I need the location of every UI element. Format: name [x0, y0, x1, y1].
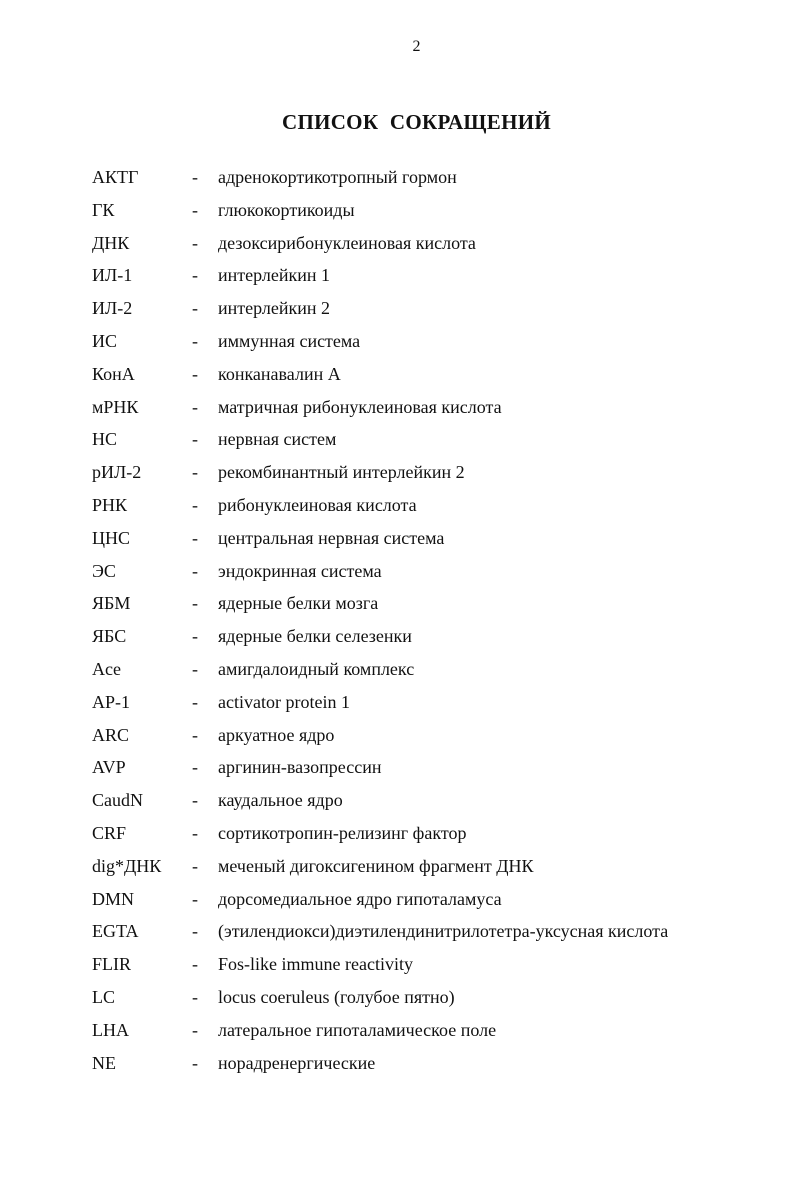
abbreviation-definition: каудальное ядро [218, 790, 343, 811]
abbreviation-separator: - [192, 593, 198, 614]
abbreviation-definition: дезоксирибонуклеиновая кислота [218, 232, 476, 253]
abbreviation-separator: - [192, 199, 198, 220]
abbreviation-definition: аргинин-вазопрессин [218, 757, 382, 778]
abbreviation-term: ДНК [92, 232, 130, 253]
abbreviation-row [92, 557, 782, 590]
abbreviation-separator: - [192, 790, 198, 811]
abbreviation-row [92, 589, 782, 622]
abbreviation-definition: меченый дигоксигенином фрагмент ДНК [218, 855, 534, 876]
abbreviation-definition: дорсомедиальное ядро гипоталамуса [218, 888, 502, 909]
abbreviation-row [92, 655, 782, 688]
abbreviation-term: LC [92, 986, 116, 1007]
abbreviation-definition: нервная систем [218, 429, 337, 450]
abbreviation-separator: - [192, 462, 198, 483]
abbreviation-term: РНК [92, 494, 128, 515]
abbreviation-row [92, 1049, 782, 1082]
abbreviation-term: AP-1 [92, 691, 131, 712]
abbreviation-definition: конканавалин А [218, 363, 341, 384]
abbreviation-separator: - [192, 921, 198, 942]
abbreviation-separator: - [192, 265, 198, 286]
abbreviation-definition: ядерные белки мозга [218, 593, 379, 614]
abbreviation-separator: - [192, 232, 198, 253]
abbreviation-definition: интерлейкин 2 [218, 298, 330, 319]
abbreviation-separator: - [192, 954, 198, 975]
abbreviation-definition: аркуатное ядро [218, 724, 335, 745]
abbreviation-separator: - [192, 560, 198, 581]
abbreviation-row [92, 950, 782, 983]
abbreviation-definition: латеральное гипоталамическое поле [218, 1019, 497, 1040]
abbreviation-separator: - [192, 855, 198, 876]
abbreviation-term: НС [92, 429, 118, 450]
abbreviation-separator: - [192, 1052, 198, 1073]
abbreviation-separator: - [192, 888, 198, 909]
abbreviation-definition: иммунная система [218, 330, 361, 351]
abbreviation-row [92, 852, 782, 885]
abbreviation-row [92, 458, 782, 491]
page-number: 2 [412, 38, 421, 55]
abbreviation-definition: центральная нервная система [218, 527, 445, 548]
abbreviation-row [92, 261, 782, 294]
abbreviation-definition: интерлейкин 1 [218, 265, 330, 286]
abbreviation-term: ИС [92, 330, 118, 351]
abbreviation-term: рИЛ-2 [92, 462, 142, 483]
abbreviation-separator: - [192, 822, 198, 843]
abbreviation-definition: Fos-like immune reactivity [218, 954, 413, 975]
abbreviation-separator: - [192, 724, 198, 745]
abbreviation-row [92, 753, 782, 786]
abbreviation-term: ARC [92, 724, 130, 745]
abbreviation-term: Ace [92, 658, 121, 679]
abbreviation-definition: (этилендиокси)диэтилендинитрилотетра-уксусная кислота [218, 921, 669, 942]
abbreviation-definition: сортикотропин-релизинг фактор [218, 822, 467, 843]
abbreviation-definition: адренокортикотропный гормон [218, 167, 457, 187]
abbreviation-term: КонА [92, 363, 135, 384]
abbreviation-definition: ядерные белки селезенки [218, 626, 412, 647]
abbreviation-separator: - [192, 429, 198, 450]
abbreviation-term: ЯБМ [92, 593, 131, 614]
abbreviation-term: dig*ДНК [92, 855, 162, 876]
abbreviation-row [92, 622, 782, 655]
abbreviation-separator: - [192, 658, 198, 679]
abbreviation-definition: рибонуклеиновая кислота [218, 494, 417, 515]
abbreviation-separator: - [192, 527, 198, 548]
abbreviation-separator: - [192, 691, 198, 712]
abbreviation-row [92, 393, 782, 426]
abbreviation-definition: матричная рибонуклеиновая кислота [218, 396, 502, 417]
abbreviation-definition: рекомбинантный интерлейкин 2 [218, 462, 465, 483]
abbreviation-separator: - [192, 396, 198, 417]
abbreviation-definition: activator protein 1 [218, 691, 350, 712]
abbreviation-definition: глюкокортикоиды [218, 199, 355, 220]
abbreviation-row [92, 196, 782, 229]
abbreviation-term: ИЛ-2 [92, 298, 133, 319]
abbreviation-row [92, 1016, 782, 1049]
abbreviation-term: ЯБС [92, 626, 127, 647]
abbreviation-row [92, 294, 782, 327]
abbreviation-term: DMN [92, 888, 135, 909]
page-title: СПИСОК СОКРАЩЕНИЙ [281, 110, 552, 135]
abbreviation-row [92, 983, 782, 1016]
abbreviation-separator: - [192, 363, 198, 384]
abbreviation-list [92, 163, 782, 1081]
abbreviation-definition: эндокринная система [218, 560, 382, 581]
abbreviation-term: ЭС [92, 560, 116, 581]
abbreviation-term: мРНК [92, 396, 139, 417]
abbreviation-row [92, 917, 782, 950]
abbreviation-row [92, 491, 782, 524]
abbreviation-row [92, 688, 782, 721]
abbreviation-term: AVP [92, 757, 126, 778]
abbreviation-separator: - [192, 1019, 198, 1040]
abbreviation-definition: амигдалоидный комплекс [218, 658, 415, 679]
abbreviation-separator: - [192, 298, 198, 319]
abbreviation-separator: - [192, 626, 198, 647]
abbreviation-row [92, 786, 782, 819]
abbreviation-row [92, 885, 782, 918]
abbreviation-separator: - [192, 330, 198, 351]
abbreviation-row [92, 327, 782, 360]
abbreviation-row [92, 524, 782, 557]
abbreviation-term: FLIR [92, 954, 132, 975]
abbreviation-row [92, 721, 782, 754]
abbreviation-definition: норадренергические [218, 1052, 376, 1073]
abbreviation-row [92, 229, 782, 262]
abbreviation-term: АКТГ [92, 167, 139, 187]
abbreviation-row [92, 425, 782, 458]
abbreviation-term: CRF [92, 822, 127, 843]
abbreviation-separator: - [192, 167, 198, 187]
abbreviation-term: NE [92, 1052, 116, 1073]
abbreviation-term: LHA [92, 1019, 129, 1040]
abbreviation-separator: - [192, 986, 198, 1007]
abbreviation-term: ЦНС [92, 527, 131, 548]
abbreviation-definition: locus coeruleus (голубое пятно) [218, 986, 455, 1007]
abbreviation-separator: - [192, 494, 198, 515]
abbreviation-term: EGTA [92, 921, 139, 942]
abbreviation-term: ИЛ-1 [92, 265, 133, 286]
abbreviation-row [92, 819, 782, 852]
abbreviation-separator: - [192, 757, 198, 778]
abbreviation-term: CaudN [92, 790, 143, 811]
abbreviation-row [92, 360, 782, 393]
abbreviation-row [92, 163, 782, 196]
abbreviation-term: ГК [92, 199, 115, 220]
